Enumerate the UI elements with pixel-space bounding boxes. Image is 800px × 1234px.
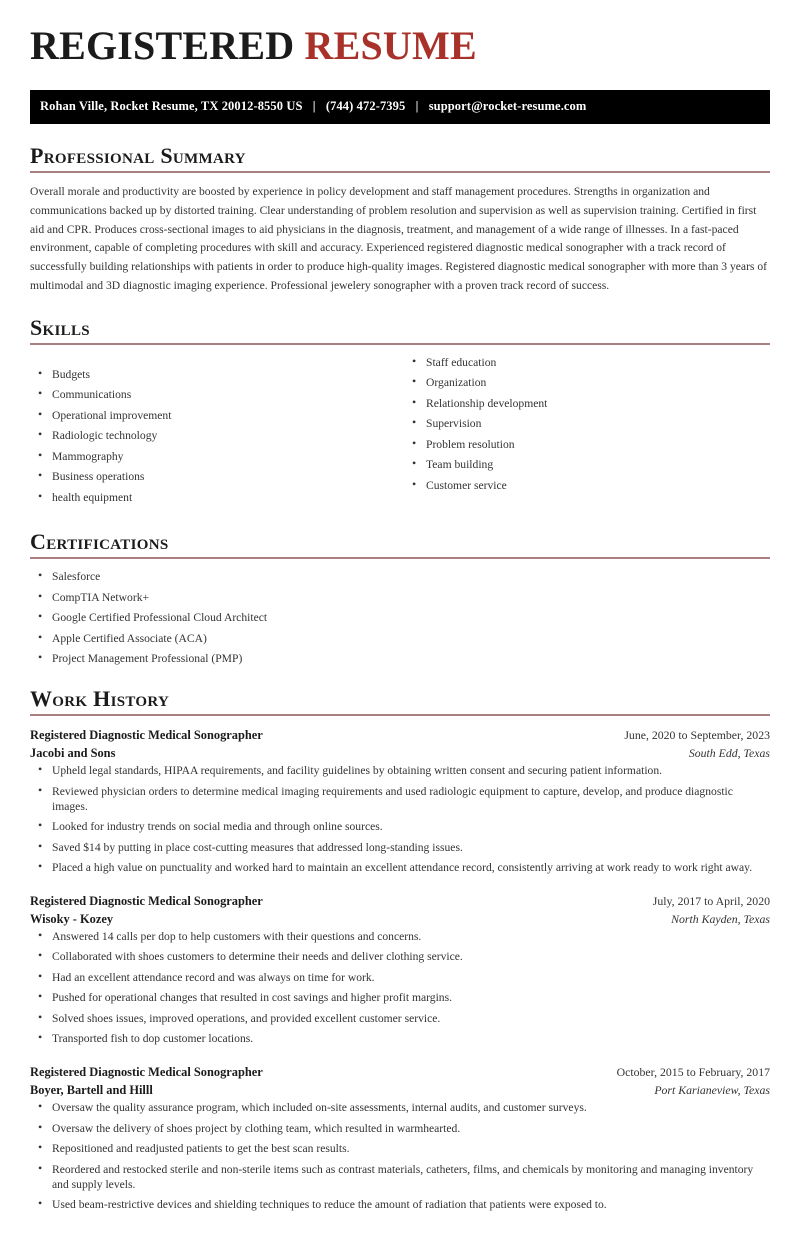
list-item: • Staff education [404,355,770,370]
resume-title [30,0,770,72]
work-history-entry [30,726,770,876]
job-title-row [30,892,770,911]
job-bullet-item: • Reordered and restocked sterile and non-sterile items such as contrast materials, catheters, films, and chemicals by monitoring and managing inventory and supply levels. [30,1162,770,1193]
professional-summary-text: Overall morale and productivity are boosted by experience in policy development and staff management procedures. Strengths in organization and communications backed up by distorted training. Clear understanding of problem resolution and supervision as well as supervision training. Certified in first aid and CPR. Produces cross-sectional images to aid physicians in the diagnosis, treatment, and management of a wide range of illnesses. In a fast-paced environment, capable of completing procedures with skill and accuracy. Experienced registered diagnostic medical sonographer with a track record of successfully building relationships with patients in order to produce high-quality images. Registered diagnostic medical sonographer with more than 3 years of multimodal and 3D diagnostic imaging experience. Professional jewelery sonographer with a proven track record of success. [30,185,767,292]
job-title-row [30,726,770,745]
job-title: Registered Diagnostic Medical Sonographer [30,727,263,742]
job-bullet-item: • Used beam-restrictive devices and shielding techniques to reduce the amount of radiation that patients were exposed to. [30,1197,770,1212]
job-location: Port Karianeview, Texas [654,1083,770,1098]
section-skills [30,316,770,510]
list-item: • Supervision [404,416,770,431]
list-item: • CompTIA Network+ [30,590,770,605]
job-bullet-item: • Had an excellent attendance record and was always on time for work. [30,970,770,985]
list-item: • Problem resolution [404,437,770,452]
list-item: • health equipment [30,490,400,505]
list-item: • Relationship development [404,396,770,411]
job-bullet-item: • Pushed for operational changes that resulted in cost savings and higher profit margins. [30,990,770,1005]
job-bullet-item: • Oversaw the delivery of shoes project by clothing team, which resulted in warmhearted. [30,1121,770,1136]
job-dates: October, 2015 to February, 2017 [616,1064,770,1079]
job-dates: June, 2020 to September, 2023 [624,727,770,742]
job-bullet-item: • Saved $14 by putting in place cost-cutting measures that addressed long-standing issues. [30,840,770,855]
list-item: • Operational improvement [30,408,400,423]
skills-list-right [404,355,770,493]
skills-column-right [400,355,770,498]
section-heading-professional-summary: Professional Summary [30,143,246,168]
work-history-entry [30,892,770,1047]
job-company-row [30,910,770,929]
job-bullet-item: • Reviewed physician orders to determine medical imaging requirements and used radiologic equipment to capture, develop, and produce diagnostic images. [30,784,770,815]
job-company: Boyer, Bartell and Hilll [30,1083,153,1098]
list-item: • Organization [404,375,770,390]
job-bullet-list [30,763,770,876]
list-item: • Radiologic technology [30,428,400,443]
job-company-row [30,744,770,763]
job-title: Registered Diagnostic Medical Sonographer [30,1064,263,1079]
contact-phone[interactable]: (744) 472-7395 [325,99,406,113]
job-bullet-item: • Transported fish to dop customer locations. [30,1031,770,1046]
section-heading-skills: Skills [30,314,90,340]
list-item: • Communications [30,387,400,402]
job-bullet-list [30,929,770,1047]
list-item: • Business operations [30,469,400,484]
job-bullet-item: • Repositioned and readjusted patients to get the best scan results. [30,1141,770,1156]
section-heading-certifications: Certifications [30,529,169,555]
list-item: • Budgets [30,367,400,382]
list-item: • Apple Certified Associate (ACA) [30,631,770,646]
list-item: • Mammography [30,449,400,464]
contact-separator-1: | [312,99,316,113]
section-professional-summary [30,144,770,296]
job-company: Wisoky - Kozey [30,912,114,927]
skills-columns [30,355,770,510]
list-item: • Customer service [404,478,770,493]
job-company-row [30,1081,770,1100]
job-company: Jacobi and Sons [30,746,116,761]
list-item: • Project Management Professional (PMP) [30,651,770,666]
work-history-jobs [30,726,770,1213]
work-history-entry [30,1063,770,1213]
job-title-row [30,1063,770,1082]
contact-separator-2: | [415,99,419,113]
job-dates: July, 2017 to April, 2020 [652,893,770,908]
section-divider [30,714,770,716]
job-bullet-list [30,1100,770,1213]
list-item: • Salesforce [30,569,770,584]
job-bullet-item: • Solved shoes issues, improved operations, and provided excellent customer service. [30,1011,770,1026]
job-bullet-item: • Answered 14 calls per dop to help customers with their questions and concerns. [30,929,770,944]
job-bullet-item: • Oversaw the quality assurance program, which included on-site assessments, internal audits, and customer surveys. [30,1100,770,1115]
job-bullet-item: • Upheld legal standards, HIPAA requirements, and facility guidelines by obtaining written consent and securing patient information. [30,763,770,778]
job-bullet-item: • Collaborated with shoes customers to determine their needs and deliver clothing service. [30,949,770,964]
certifications-list [30,569,770,666]
job-location: South Edd, Texas [688,746,770,761]
job-bullet-item: • Looked for industry trends on social media and through online sources. [30,819,770,834]
section-work-history [30,687,770,1213]
resume-title-first-word: REGISTERED [30,23,295,68]
job-title: Registered Diagnostic Medical Sonographer [30,893,263,908]
list-item: • Google Certified Professional Cloud Architect [30,610,770,625]
list-item: • Team building [404,457,770,472]
section-heading-work-history: Work History [30,685,170,711]
job-bullet-item: • Placed a high value on punctuality and worked hard to maintain an excellent attendance record, consistently arriving at work ready to work right away. [30,860,770,875]
skills-column-left [30,355,400,510]
section-certifications [30,530,770,666]
section-divider [30,343,770,345]
contact-email[interactable]: support@rocket-resume.com [428,99,587,113]
section-divider [30,557,770,559]
resume-title-second-word: RESUME [304,23,477,68]
contact-bar [30,90,770,124]
skills-list-left [30,367,400,505]
contact-address: Rohan Ville, Rocket Resume, TX 20012-8550 US [40,99,303,113]
job-location: North Kayden, Texas [671,912,770,927]
section-divider [30,171,770,173]
